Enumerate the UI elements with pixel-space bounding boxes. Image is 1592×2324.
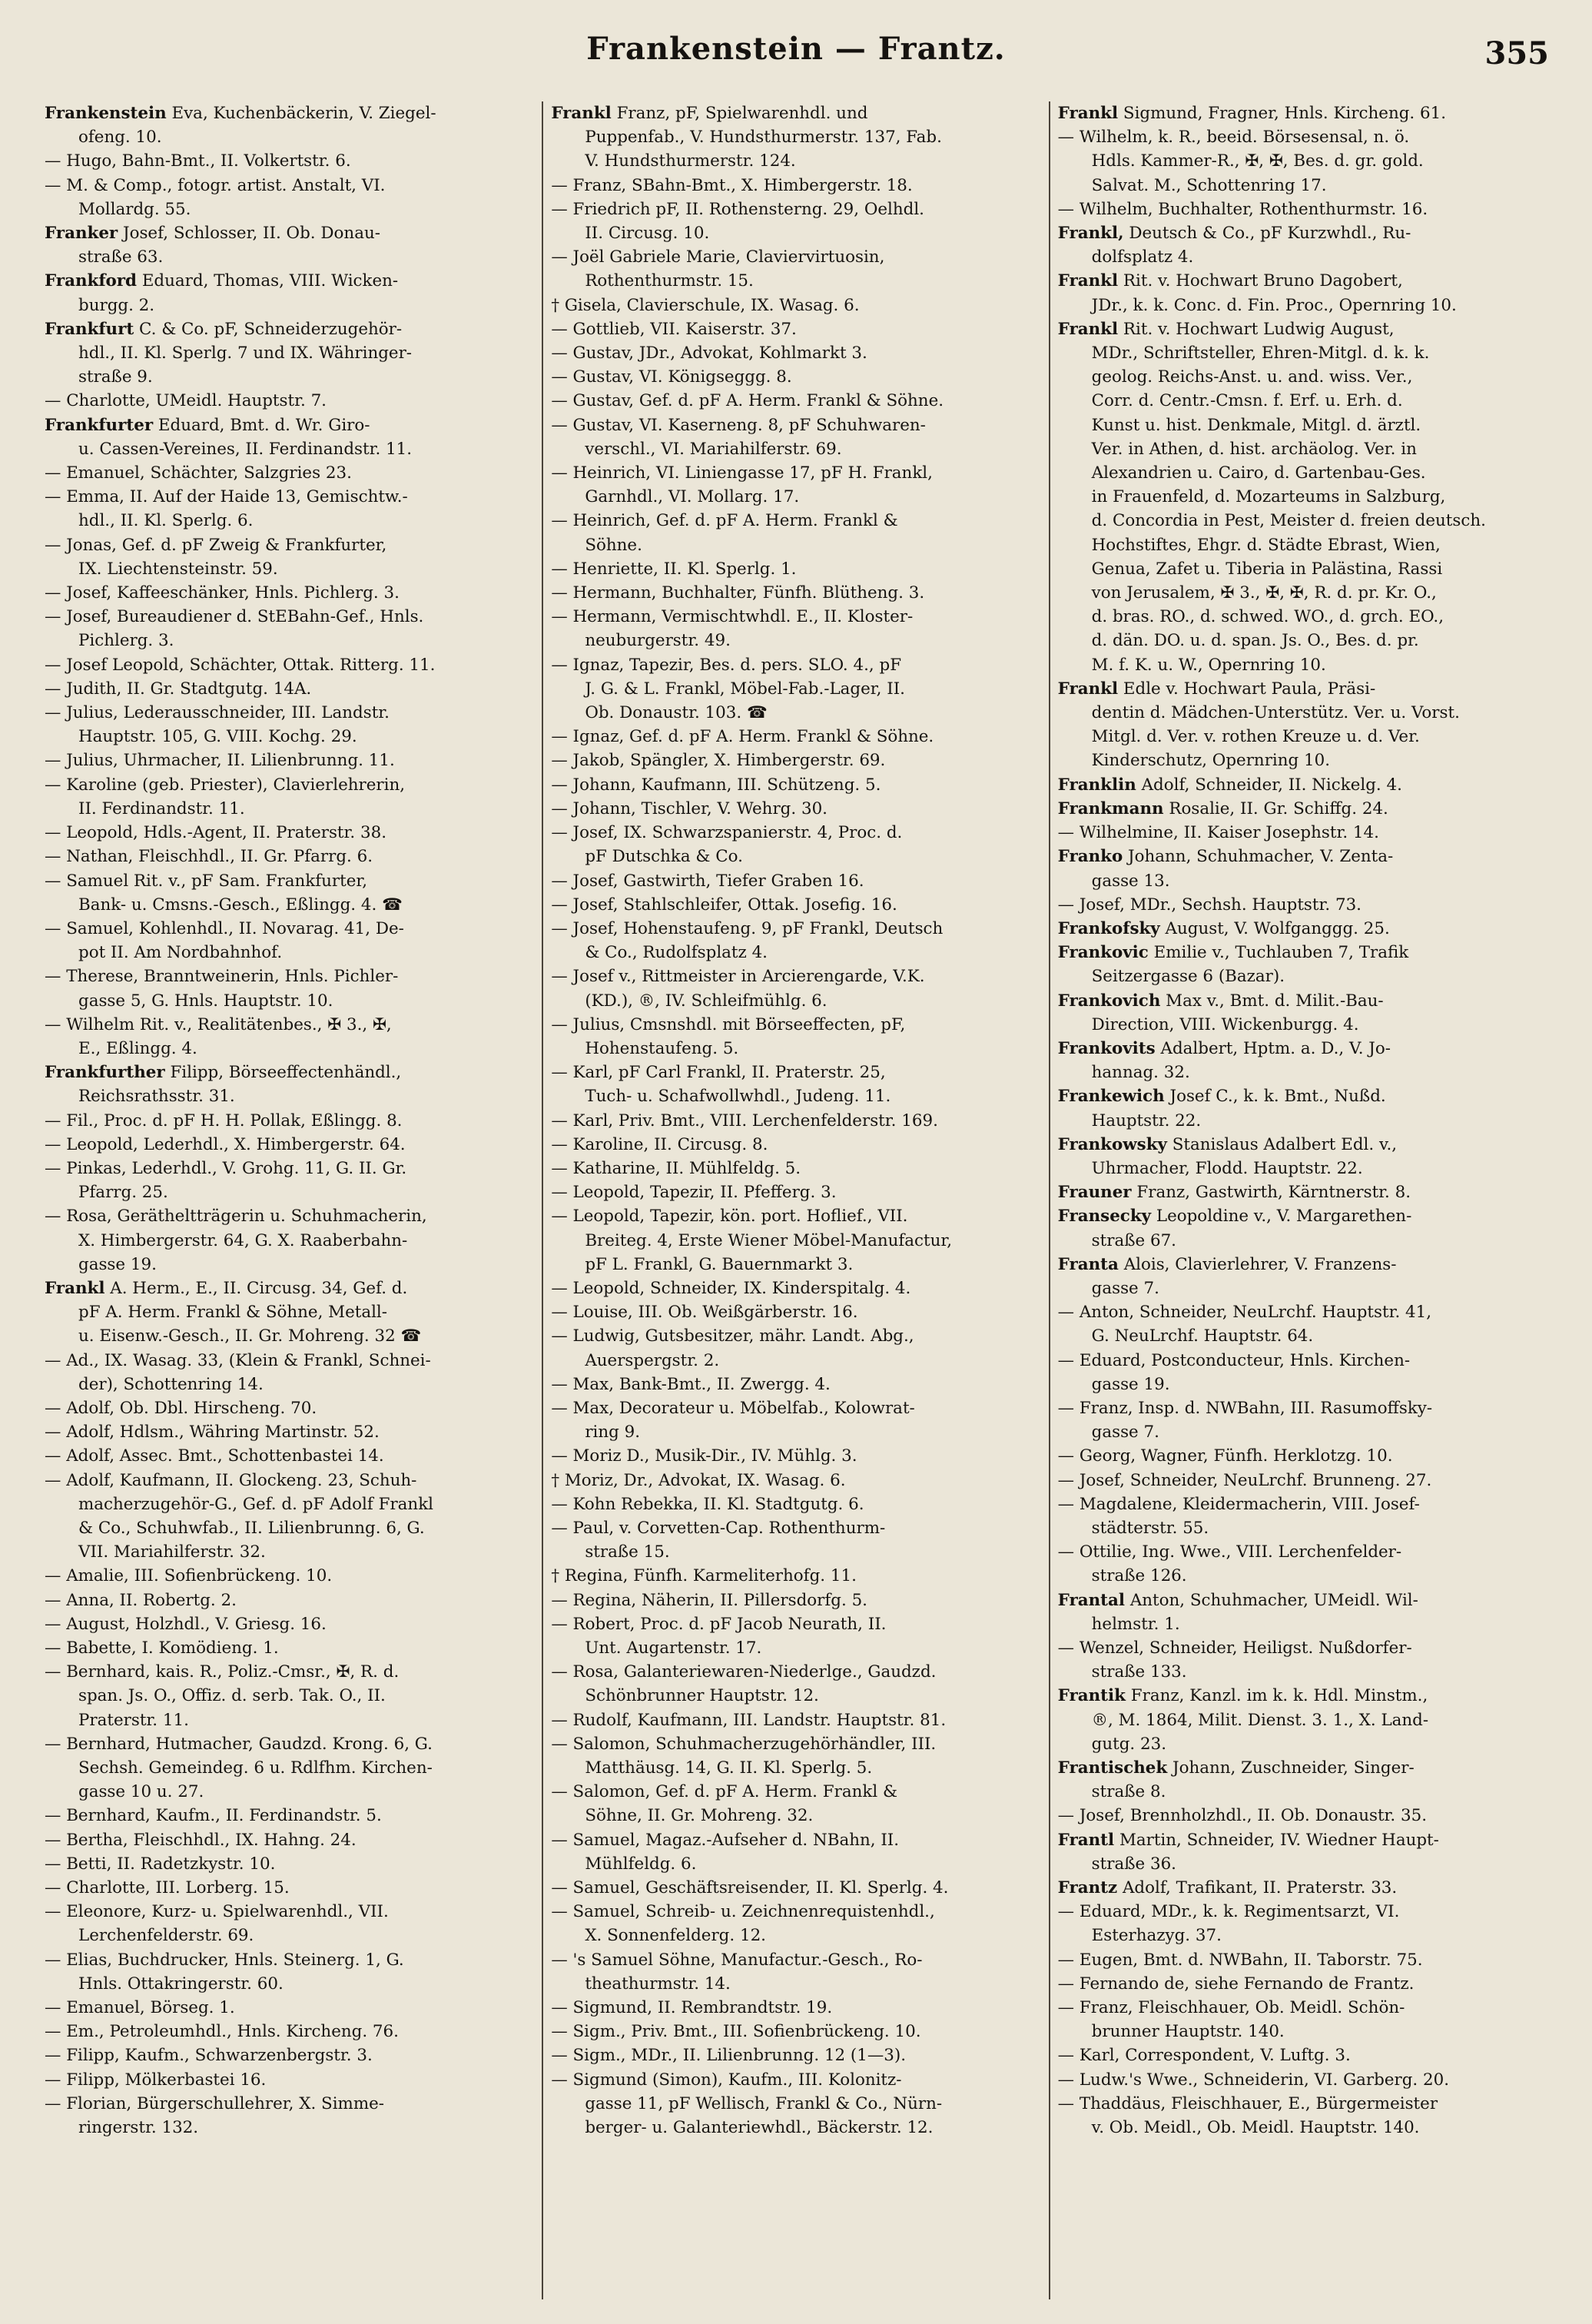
entry-line: — Kohn Rebekka, II. Kl. Stadtgutg. 6.	[551, 1494, 864, 1514]
entry-line: — Emanuel, Schächter, Salzgries 23.	[45, 463, 352, 483]
entry-continuation-line: Hauptstr. 105, G. VIII. Kochg. 29.	[78, 727, 357, 747]
entry-continuation-line: hdl., II. Kl. Sperlg. 7 und IX. Währinger-	[78, 344, 413, 364]
entry-continuation-line: gasse 10 u. 27.	[78, 1782, 204, 1802]
entry-continuation-line: Pichlerg. 3.	[78, 631, 174, 651]
entry-continuation-line: J. G. & L. Frankl, Möbel-Fab.-Lager, II.	[585, 679, 905, 699]
entry-continuation-line: Direction, VIII. Wickenburgg. 4.	[1091, 1014, 1359, 1034]
entry-line: † Moriz, Dr., Advokat, IX. Wasag. 6.	[551, 1470, 846, 1490]
entry-line: — Amalie, III. Sofienbrückeng. 10.	[45, 1566, 333, 1586]
entry-line: — Judith, II. Gr. Stadtgutg. 14A.	[45, 679, 312, 699]
entry-continuation-line: d. dän. DO. u. d. span. Js. O., Bes. d. pr.	[1091, 631, 1419, 651]
running-head: Frankenstein — Frantz.	[586, 31, 1006, 67]
entry-line: — Georg, Wagner, Fünfh. Herklotzg. 10.	[1057, 1446, 1393, 1466]
entry-line: — Karoline, II. Circusg. 8.	[551, 1134, 768, 1154]
entry-continuation-line: M. f. K. u. W., Opernring 10.	[1091, 655, 1326, 675]
column-2	[542, 101, 1048, 2299]
entry-continuation-line: pF A. Herm. Frankl & Söhne, Metall-	[78, 1303, 388, 1323]
entry-line: — Samuel, Kohlenhdl., II. Novarag. 41, De-	[45, 918, 404, 938]
entry-headword-line: Franko Johann, Schuhmacher, V. Zenta-	[1057, 847, 1394, 867]
entry-continuation-line: Praterstr. 11.	[78, 1710, 189, 1730]
entry-continuation-line: Matthäusg. 14, G. II. Kl. Sperlg. 5.	[585, 1758, 873, 1778]
entry-continuation-line: pot II. Am Nordbahnhof.	[78, 943, 283, 963]
entry-continuation-line: Alexandrien u. Cairo, d. Gartenbau-Ges.	[1091, 463, 1426, 483]
entry-continuation-line: & Co., Rudolfsplatz 4.	[585, 943, 768, 963]
entry-line: — Adolf, Hdlsm., Währing Martinstr. 52.	[45, 1423, 380, 1443]
entry-line: — Karl, pF Carl Frankl, II. Praterstr. 25,	[551, 1063, 886, 1083]
entry-line: — Regina, Näherin, II. Pillersdorfg. 5.	[551, 1590, 867, 1610]
entry-line: — Heinrich, Gef. d. pF A. Herm. Frankl &	[551, 511, 898, 531]
entry-continuation-line: hannag. 32.	[1091, 1063, 1190, 1083]
entry-continuation-line: Seitzergasse 6 (Bazar).	[1091, 967, 1285, 987]
entry-line: — Pinkas, Lederhdl., V. Grohg. 11, G. II. Gr.	[45, 1158, 407, 1178]
entry-continuation-line: u. Eisenw.-Gesch., II. Gr. Mohreng. 32 ☎	[78, 1326, 422, 1346]
entry-line: — August, Holzhdl., V. Griesg. 16.	[45, 1614, 327, 1634]
entry-continuation-line: Esterhazyg. 37.	[1091, 1926, 1222, 1946]
entry-continuation-line: X. Himbergerstr. 64, G. X. Raaberbahn-	[78, 1230, 408, 1250]
entry-continuation-line: in Frauenfeld, d. Mozarteums in Salzburg,	[1091, 487, 1446, 507]
entry-line: — Josef v., Rittmeister in Arcierengarde, V.K.	[551, 967, 925, 987]
entry-continuation-line: & Co., Schuhwfab., II. Lilienbrunng. 6, G.	[78, 1518, 425, 1538]
entry-line: — Josef, MDr., Sechsh. Hauptstr. 73.	[1057, 895, 1361, 915]
entry-continuation-line: Bank- u. Cmsns.-Gesch., Eßlingg. 4. ☎	[78, 895, 403, 915]
entry-line: — Josef, Stahlschleifer, Ottak. Josefig. 16.	[551, 895, 897, 915]
entry-continuation-line: Hdls. Kammer-R., ✠, ✠, Bes. d. gr. gold.	[1091, 151, 1424, 171]
entry-line: † Regina, Fünfh. Karmeliterhofg. 11.	[551, 1566, 857, 1586]
entry-line: — Louise, III. Ob. Weißgärberstr. 16.	[551, 1303, 858, 1323]
entry-continuation-line: straße 8.	[1091, 1782, 1166, 1802]
entry-line: — Heinrich, VI. Liniengasse 17, pF H. Frankl,	[551, 463, 933, 483]
entry-continuation-line: straße 67.	[1091, 1230, 1176, 1250]
entry-line: † Gisela, Clavierschule, IX. Wasag. 6.	[551, 295, 860, 315]
page-number: 355	[1484, 35, 1549, 71]
entry-line: — Anna, II. Robertg. 2.	[45, 1590, 237, 1610]
entry-line: — Sigm., MDr., II. Lilienbrunng. 12 (1—3).	[551, 2046, 907, 2066]
entry-continuation-line: gutg. 23.	[1091, 1734, 1167, 1754]
entry-continuation-line: IX. Liechtensteinstr. 59.	[78, 559, 278, 579]
entry-continuation-line: von Jerusalem, ✠ 3., ✠, ✠, R. d. pr. Kr. O.,	[1091, 583, 1437, 603]
entry-line: — Betti, II. Radetzkystr. 10.	[45, 1854, 276, 1874]
entry-line: — Sigmund, II. Rembrandtstr. 19.	[551, 1998, 833, 2018]
entry-line: — Samuel Rit. v., pF Sam. Frankfurter,	[45, 871, 368, 891]
column-3	[1049, 101, 1555, 2299]
entry-headword-line: Frankewich Josef C., k. k. Bmt., Nußd.	[1057, 1087, 1386, 1107]
entry-continuation-line: pF L. Frankl, G. Bauernmarkt 3.	[585, 1254, 854, 1274]
entry-continuation-line: ring 9.	[585, 1423, 641, 1443]
entry-continuation-line: II. Ferdinandstr. 11.	[78, 798, 245, 818]
entry-line: — Filipp, Mölkerbastei 16.	[45, 2070, 267, 2090]
entry-line: — Karl, Priv. Bmt., VIII. Lerchenfelderstr. 169.	[551, 1111, 938, 1130]
entry-line: — Bernhard, kais. R., Poliz.-Cmsr., ✠, R. d.	[45, 1662, 400, 1682]
entry-line: — Salomon, Schuhmacherzugehörhändler, III.	[551, 1734, 937, 1754]
entry-line: — Leopold, Tapezir, II. Pfefferg. 3.	[551, 1183, 837, 1203]
entry-line: — Josef, Schneider, NeuLrchf. Brunneng. 27.	[1057, 1470, 1432, 1490]
entry-headword-line: Fransecky Leopoldine v., V. Margarethen-	[1057, 1207, 1412, 1227]
entry-continuation-line: theathurmstr. 14.	[585, 1974, 731, 1994]
entry-continuation-line: geolog. Reichs-Anst. u. and. wiss. Ver.,	[1091, 367, 1413, 387]
entry-headword-line: Frankovic Emilie v., Tuchlauben 7, Trafik	[1057, 943, 1409, 963]
entry-line: — Bertha, Fleischhdl., IX. Hahng. 24.	[45, 1830, 357, 1850]
entry-continuation-line: Garnhdl., VI. Mollarg. 17.	[585, 487, 800, 507]
entry-continuation-line: Schönbrunner Hauptstr. 12.	[585, 1686, 819, 1706]
entry-line: — Elias, Buchdrucker, Hnls. Steinerg. 1, G.	[45, 1950, 404, 1970]
entry-line: — Hermann, Buchhalter, Fünfh. Blütheng. 3.	[551, 583, 925, 603]
entry-continuation-line: straße 133.	[1091, 1662, 1187, 1682]
entry-continuation-line: straße 126.	[1091, 1566, 1187, 1586]
entry-line: — Eduard, Postconducteur, Hnls. Kirchen-	[1057, 1350, 1411, 1370]
entry-continuation-line: straße 36.	[1091, 1854, 1176, 1874]
entry-line: — Franz, Insp. d. NWBahn, III. Rasumoffsky-	[1057, 1398, 1433, 1418]
entry-continuation-line: Hauptstr. 22.	[1091, 1111, 1202, 1130]
entry-line: — Sigmund (Simon), Kaufm., III. Kolonitz-	[551, 2070, 902, 2090]
entry-line: — Karl, Correspondent, V. Luftg. 3.	[1057, 2046, 1351, 2066]
entry-line: — Adolf, Assec. Bmt., Schottenbastei 14.	[45, 1446, 384, 1466]
entry-line: — Bernhard, Kaufm., II. Ferdinandstr. 5.	[45, 1806, 382, 1826]
entry-headword-line: Franklin Adolf, Schneider, II. Nickelg. 4.	[1057, 775, 1402, 795]
entry-continuation-line: neuburgerstr. 49.	[585, 631, 731, 651]
entry-line: — Max, Decorateur u. Möbelfab., Kolowrat-	[551, 1398, 915, 1418]
entry-continuation-line: V. Hundsthurmerstr. 124.	[585, 151, 796, 171]
entry-line: — Leopold, Hdls.-Agent, II. Praterstr. 38.	[45, 823, 387, 843]
entry-continuation-line: ofeng. 10.	[78, 128, 162, 148]
entry-line: — Therese, Branntweinerin, Hnls. Pichler-	[45, 967, 399, 987]
entry-line: — Robert, Proc. d. pF Jacob Neurath, II.	[551, 1614, 887, 1634]
entry-line: — Friedrich pF, II. Rothensterng. 29, Oelhdl.	[551, 199, 924, 219]
entry-continuation-line: berger- u. Galanteriewhdl., Bäckerstr. 12.	[585, 2118, 934, 2138]
entry-continuation-line: Mollardg. 55.	[78, 199, 191, 219]
entry-continuation-line: gasse 5, G. Hnls. Hauptstr. 10.	[78, 991, 333, 1011]
entry-line: — Eugen, Bmt. d. NWBahn, II. Taborstr. 75.	[1057, 1950, 1423, 1970]
entry-line: — Wilhelm, Buchhalter, Rothenthurmstr. 16.	[1057, 199, 1428, 219]
entry-line: — Sigm., Priv. Bmt., III. Sofienbrückeng. 10.	[551, 2022, 921, 2042]
entry-line: — Moriz D., Musik-Dir., IV. Mühlg. 3.	[551, 1446, 857, 1466]
entry-line: — Rudolf, Kaufmann, III. Landstr. Hauptstr. 81.	[551, 1710, 947, 1730]
entry-headword-line: Frankmann Rosalie, II. Gr. Schiffg. 24.	[1057, 798, 1388, 818]
entry-continuation-line: JDr., k. k. Conc. d. Fin. Proc., Opernring 10.	[1091, 295, 1457, 315]
entry-headword-line: Frankl A. Herm., E., II. Circusg. 34, Gef. d.	[45, 1278, 408, 1298]
entry-line: — Em., Petroleumhdl., Hnls. Kircheng. 76.	[45, 2022, 399, 2042]
entry-continuation-line: Kinderschutz, Opernring 10.	[1091, 751, 1331, 771]
entry-line: — Wilhelm Rit. v., Realitätenbes., ✠ 3., ✠,	[45, 1014, 392, 1034]
entry-line: — Fernando de, siehe Fernando de Frantz.	[1057, 1974, 1415, 1994]
entry-headword-line: Frantischek Johann, Zuschneider, Singer-	[1057, 1758, 1415, 1778]
entry-headword-line: Franker Josef, Schlosser, II. Ob. Donau-	[45, 224, 380, 244]
entry-continuation-line: Hnls. Ottakringerstr. 60.	[78, 1974, 284, 1994]
entry-continuation-line: Mitgl. d. Ver. v. rothen Kreuze u. d. Ver.	[1091, 727, 1420, 747]
entry-continuation-line: Söhne.	[585, 535, 642, 555]
entry-continuation-line: burgg. 2.	[78, 295, 155, 315]
entry-line: — Gustav, Gef. d. pF A. Herm. Frankl & Söhne.	[551, 391, 944, 411]
entry-headword-line: Frankl Sigmund, Fragner, Hnls. Kircheng. 61.	[1057, 104, 1447, 123]
entry-continuation-line: dolfsplatz 4.	[1091, 247, 1194, 267]
entry-line: — Bernhard, Hutmacher, Gaudzd. Krong. 6, G.	[45, 1734, 433, 1754]
entry-headword-line: Frankl Rit. v. Hochwart Ludwig August,	[1057, 319, 1395, 339]
entry-line: — Florian, Bürgerschullehrer, X. Simme-	[45, 2093, 385, 2113]
entry-line: — Ludwig, Gutsbesitzer, mähr. Landt. Abg.,	[551, 1326, 914, 1346]
entry-headword-line: Frankofsky August, V. Wolfganggg. 25.	[1057, 918, 1390, 938]
entry-line: — Gottlieb, VII. Kaiserstr. 37.	[551, 319, 797, 339]
entry-line: — Ludw.'s Wwe., Schneiderin, VI. Garberg. 20.	[1057, 2070, 1450, 2090]
entry-line: — Julius, Lederausschneider, III. Landstr.	[45, 703, 390, 723]
entry-line: — Wilhelmine, II. Kaiser Josephstr. 14.	[1057, 823, 1379, 843]
entry-continuation-line: E., Eßlingg. 4.	[78, 1038, 197, 1058]
entry-headword-line: Frankowsky Stanislaus Adalbert Edl. v.,	[1057, 1134, 1398, 1154]
entry-continuation-line: u. Cassen-Vereines, II. Ferdinandstr. 11.	[78, 439, 413, 459]
entry-headword-line: Frankovits Adalbert, Hptm. a. D., V. Jo-	[1057, 1038, 1391, 1058]
entry-continuation-line: (KD.), ®, IV. Schleifmühlg. 6.	[585, 991, 828, 1011]
entry-continuation-line: Sechsh. Gemeindeg. 6 u. Rdlfhm. Kirchen-	[78, 1758, 433, 1778]
entry-continuation-line: X. Sonnenfelderg. 12.	[585, 1926, 766, 1946]
entry-line: — Nathan, Fleischhdl., II. Gr. Pfarrg. 6.	[45, 847, 373, 867]
entry-continuation-line: brunner Hauptstr. 140.	[1091, 2022, 1285, 2042]
entry-continuation-line: Mühlfeldg. 6.	[585, 1854, 697, 1874]
entry-continuation-line: d. Concordia in Pest, Meister d. freien deutsch.	[1091, 511, 1486, 531]
entry-line: — Ad., IX. Wasag. 33, (Klein & Frankl, Schnei-	[45, 1350, 431, 1370]
entry-line: — Gustav, VI. Königseggg. 8.	[551, 367, 792, 387]
entry-line: — Franz, SBahn-Bmt., X. Himbergerstr. 18.	[551, 175, 913, 195]
entry-line: — Eduard, MDr., k. k. Regimentsarzt, VI.	[1057, 1902, 1400, 1922]
entry-line: — Jonas, Gef. d. pF Zweig & Frankfurter,	[45, 535, 387, 555]
entry-continuation-line: der), Schottenring 14.	[78, 1374, 264, 1394]
entry-continuation-line: gasse 7.	[1091, 1278, 1159, 1298]
entry-line: — Josef, Hohenstaufeng. 9, pF Frankl, Deutsch	[551, 918, 944, 938]
entry-line: — Katharine, II. Mühlfeldg. 5.	[551, 1158, 801, 1178]
entry-headword-line: Frantl Martin, Schneider, IV. Wiedner Haupt-	[1057, 1830, 1439, 1850]
entry-continuation-line: Breiteg. 4, Erste Wiener Möbel-Manufactur,	[585, 1230, 953, 1250]
entry-continuation-line: Hohenstaufeng. 5.	[585, 1038, 739, 1058]
entry-continuation-line: VII. Mariahilferstr. 32.	[78, 1542, 266, 1562]
entry-line: — Max, Bank-Bmt., II. Zwergg. 4.	[551, 1374, 831, 1394]
entry-continuation-line: ringerstr. 132.	[78, 2118, 199, 2138]
entry-continuation-line: Ob. Donaustr. 103. ☎	[585, 703, 768, 723]
entry-continuation-line: macherzugehör-G., Gef. d. pF Adolf Frankl	[78, 1494, 434, 1514]
entry-line: — Hermann, Vermischtwhdl. E., II. Kloster-	[551, 607, 914, 627]
entry-line: — Josef, Gastwirth, Tiefer Graben 16.	[551, 871, 864, 891]
entry-continuation-line: Kunst u. hist. Denkmale, Mitgl. d. ärztl.	[1091, 415, 1421, 435]
entry-continuation-line: städterstr. 55.	[1091, 1518, 1209, 1538]
entry-line: — Leopold, Schneider, IX. Kinderspitalg. 4.	[551, 1278, 911, 1298]
entry-continuation-line: gasse 19.	[1091, 1374, 1170, 1394]
entry-continuation-line: Söhne, II. Gr. Mohreng. 32.	[585, 1806, 814, 1826]
entry-continuation-line: Unt. Augartenstr. 17.	[585, 1638, 762, 1658]
entry-line: — Josef, IX. Schwarzspanierstr. 4, Proc. d.	[551, 823, 903, 843]
entry-continuation-line: gasse 7.	[1091, 1423, 1159, 1443]
entry-line: — Samuel, Magaz.-Aufseher d. NBahn, II.	[551, 1830, 900, 1850]
entry-line: — Henriette, II. Kl. Sperlg. 1.	[551, 559, 797, 579]
entry-continuation-line: d. bras. RO., d. schwed. WO., d. grch. EO.,	[1091, 607, 1444, 627]
entry-line: — Gustav, JDr., Advokat, Kohlmarkt 3.	[551, 344, 867, 364]
entry-line: — Charlotte, UMeidl. Hauptstr. 7.	[45, 391, 327, 411]
entry-headword-line: Frantal Anton, Schuhmacher, UMeidl. Wil-	[1057, 1590, 1418, 1610]
entry-continuation-line: G. NeuLrchf. Hauptstr. 64.	[1091, 1326, 1314, 1346]
entry-line: — Magdalene, Kleidermacherin, VIII. Josef-	[1057, 1494, 1420, 1514]
entry-line: — Adolf, Ob. Dbl. Hirscheng. 70.	[45, 1398, 317, 1418]
entry-line: — Joël Gabriele Marie, Claviervirtuosin,	[551, 247, 885, 267]
entry-line: — Ottilie, Ing. Wwe., VIII. Lerchenfelder-	[1057, 1542, 1402, 1562]
entry-line: — Johann, Kaufmann, III. Schützeng. 5.	[551, 775, 881, 795]
entry-line: — Franz, Fleischhauer, Ob. Meidl. Schön-	[1057, 1998, 1405, 2018]
entry-line: — Leopold, Tapezir, kön. port. Hoflief., VII.	[551, 1207, 908, 1227]
entry-headword-line: Frantik Franz, Kanzl. im k. k. Hdl. Minstm.,	[1057, 1686, 1428, 1706]
entry-continuation-line: span. Js. O., Offiz. d. serb. Tak. O., II.	[78, 1686, 386, 1706]
entry-continuation-line: v. Ob. Meidl., Ob. Meidl. Hauptstr. 140.	[1091, 2118, 1420, 2138]
entry-continuation-line: dentin d. Mädchen-Unterstütz. Ver. u. Vorst.	[1091, 703, 1460, 723]
entry-line: — Wilhelm, k. R., beeid. Börsesensal, n. ö.	[1057, 128, 1410, 148]
entry-line: — Ignaz, Tapezir, Bes. d. pers. SLO. 4., pF	[551, 655, 902, 675]
entry-line: — Karoline (geb. Priester), Clavierlehrerin,	[45, 775, 406, 795]
entry-line: — Julius, Uhrmacher, II. Lilienbrunng. 11.	[45, 751, 395, 771]
entry-line: — Jakob, Spängler, X. Himbergerstr. 69.	[551, 751, 886, 771]
entry-line: — M. & Comp., fotogr. artist. Anstalt, VI.	[45, 175, 386, 195]
entry-columns	[37, 101, 1555, 2299]
entry-line: — Fil., Proc. d. pF H. H. Pollak, Eßlingg. 8.	[45, 1111, 403, 1130]
entry-headword-line: Frankl, Deutsch & Co., pF Kurzwhdl., Ru-	[1057, 224, 1411, 244]
entry-continuation-line: Lerchenfelderstr. 69.	[78, 1926, 254, 1946]
entry-continuation-line: Rothenthurmstr. 15.	[585, 271, 754, 291]
entry-continuation-line: Auerspergstr. 2.	[585, 1350, 720, 1370]
entry-line: — Anton, Schneider, NeuLrchf. Hauptstr. 41,	[1057, 1303, 1432, 1323]
entry-line: — Charlotte, III. Lorberg. 15.	[45, 1878, 290, 1898]
entry-continuation-line: Corr. d. Centr.-Cmsn. f. Erf. u. Erh. d.	[1091, 391, 1403, 411]
entry-headword-line: Frauner Franz, Gastwirth, Kärntnerstr. 8.	[1057, 1183, 1411, 1203]
entry-headword-line: Frankfurter Eduard, Bmt. d. Wr. Giro-	[45, 415, 370, 435]
entry-line: — Paul, v. Corvetten-Cap. Rothenthurm-	[551, 1518, 886, 1538]
entry-continuation-line: verschl., VI. Mariahilferstr. 69.	[585, 439, 842, 459]
entry-continuation-line: II. Circusg. 10.	[585, 224, 710, 244]
entry-continuation-line: helmstr. 1.	[1091, 1614, 1180, 1634]
entry-line: — Salomon, Gef. d. pF A. Herm. Frankl &	[551, 1782, 898, 1802]
entry-continuation-line: straße 63.	[78, 247, 164, 267]
entry-headword-line: Frankfurther Filipp, Börseeffectenhändl.,	[45, 1063, 402, 1083]
entry-headword-line: Frankovich Max v., Bmt. d. Milit.-Bau-	[1057, 991, 1384, 1011]
entry-continuation-line: Hochstiftes, Ehgr. d. Städte Ebrast, Wien,	[1091, 535, 1441, 555]
entry-headword-line: Frankl Franz, pF, Spielwarenhdl. und	[551, 104, 868, 123]
entry-headword-line: Frankford Eduard, Thomas, VIII. Wicken-	[45, 271, 399, 291]
entry-headword-line: Frankl Edle v. Hochwart Paula, Präsi-	[1057, 679, 1376, 699]
entry-line: — Johann, Tischler, V. Wehrg. 30.	[551, 798, 828, 818]
column-1	[37, 101, 542, 2299]
entry-line: — Samuel, Schreib- u. Zeichnenrequistenhdl.,	[551, 1902, 935, 1922]
entry-line: — Ignaz, Gef. d. pF A. Herm. Frankl & Söhne.	[551, 727, 934, 747]
entry-line: — Babette, I. Komödieng. 1.	[45, 1638, 279, 1658]
entry-headword-line: Frankl Rit. v. Hochwart Bruno Dagobert,	[1057, 271, 1403, 291]
entry-line: — Gustav, VI. Kaserneng. 8, pF Schuhwaren-	[551, 415, 926, 435]
entry-continuation-line: Salvat. M., Schottenring 17.	[1091, 175, 1327, 195]
entry-continuation-line: ®, M. 1864, Milit. Dienst. 3. 1., X. Land-	[1091, 1710, 1429, 1730]
entry-headword-line: Frantz Adolf, Trafikant, II. Praterstr. 33.	[1057, 1878, 1398, 1898]
entry-headword-line: Frankfurt C. & Co. pF, Schneiderzugehör-	[45, 319, 403, 339]
entry-continuation-line: pF Dutschka & Co.	[585, 847, 743, 867]
entry-continuation-line: straße 15.	[585, 1542, 670, 1562]
entry-line: — Filipp, Kaufm., Schwarzenbergstr. 3.	[45, 2046, 373, 2066]
entry-continuation-line: Uhrmacher, Flodd. Hauptstr. 22.	[1091, 1158, 1363, 1178]
entry-continuation-line: gasse 13.	[1091, 871, 1170, 891]
entry-continuation-line: Pfarrg. 25.	[78, 1183, 168, 1203]
entry-line: — Leopold, Lederhdl., X. Himbergerstr. 64.	[45, 1134, 406, 1154]
entry-headword-line: Frankenstein Eva, Kuchenbäckerin, V. Ziegel-	[45, 104, 436, 123]
entry-continuation-line: Ver. in Athen, d. hist. archäolog. Ver. in	[1091, 439, 1417, 459]
entry-line: — Josef, Brennholzhdl., II. Ob. Donaustr. 35.	[1057, 1806, 1428, 1826]
entry-line: — Eleonore, Kurz- u. Spielwarenhdl., VII.	[45, 1902, 389, 1922]
entry-line: — Julius, Cmsnshdl. mit Börseeffecten, pF,	[551, 1014, 906, 1034]
entry-line: — Samuel, Geschäftsreisender, II. Kl. Sperlg. 4.	[551, 1878, 949, 1898]
entry-continuation-line: MDr., Schriftsteller, Ehren-Mitgl. d. k. k.	[1091, 344, 1430, 364]
entry-line: — Thaddäus, Fleischhauer, E., Bürgermeister	[1057, 2093, 1438, 2113]
entry-continuation-line: gasse 11, pF Wellisch, Frankl & Co., Nürn-	[585, 2093, 943, 2113]
entry-line: — Josef, Kaffeeschänker, Hnls. Pichlerg. 3.	[45, 583, 400, 603]
entry-line: — Emma, II. Auf der Haide 13, Gemischtw.-	[45, 487, 408, 507]
page-header	[43, 31, 1549, 85]
entry-continuation-line: Genua, Zafet u. Tiberia in Palästina, Rassi	[1091, 559, 1443, 579]
entry-continuation-line: gasse 19.	[78, 1254, 157, 1274]
entry-line: — Emanuel, Börseg. 1.	[45, 1998, 235, 2018]
entry-continuation-line: Puppenfab., V. Hundsthurmerstr. 137, Fab.	[585, 128, 942, 148]
entry-line: — Hugo, Bahn-Bmt., II. Volkertstr. 6.	[45, 151, 351, 171]
entry-continuation-line: Reichsrathsstr. 31.	[78, 1087, 235, 1107]
entry-continuation-line: straße 9.	[78, 367, 153, 387]
entry-headword-line: Franta Alois, Clavierlehrer, V. Franzens-	[1057, 1254, 1397, 1274]
entry-line: — Adolf, Kaufmann, II. Glockeng. 23, Schuh-	[45, 1470, 417, 1490]
entry-continuation-line: hdl., II. Kl. Sperlg. 6.	[78, 511, 254, 531]
entry-line: — 's Samuel Söhne, Manufactur.-Gesch., Ro-	[551, 1950, 923, 1970]
entry-line: — Josef, Bureaudiener d. StEBahn-Gef., Hnls.	[45, 607, 424, 627]
entry-line: — Rosa, Gerätheltträgerin u. Schuhmacherin,	[45, 1207, 427, 1227]
entry-line: — Wenzel, Schneider, Heiligst. Nußdorfer-	[1057, 1638, 1412, 1658]
entry-continuation-line: Tuch- u. Schafwollwhdl., Judeng. 11.	[585, 1087, 891, 1107]
entry-line: — Josef Leopold, Schächter, Ottak. Ritterg. 11.	[45, 655, 436, 675]
entry-line: — Rosa, Galanteriewaren-Niederlge., Gaudzd.	[551, 1662, 937, 1682]
